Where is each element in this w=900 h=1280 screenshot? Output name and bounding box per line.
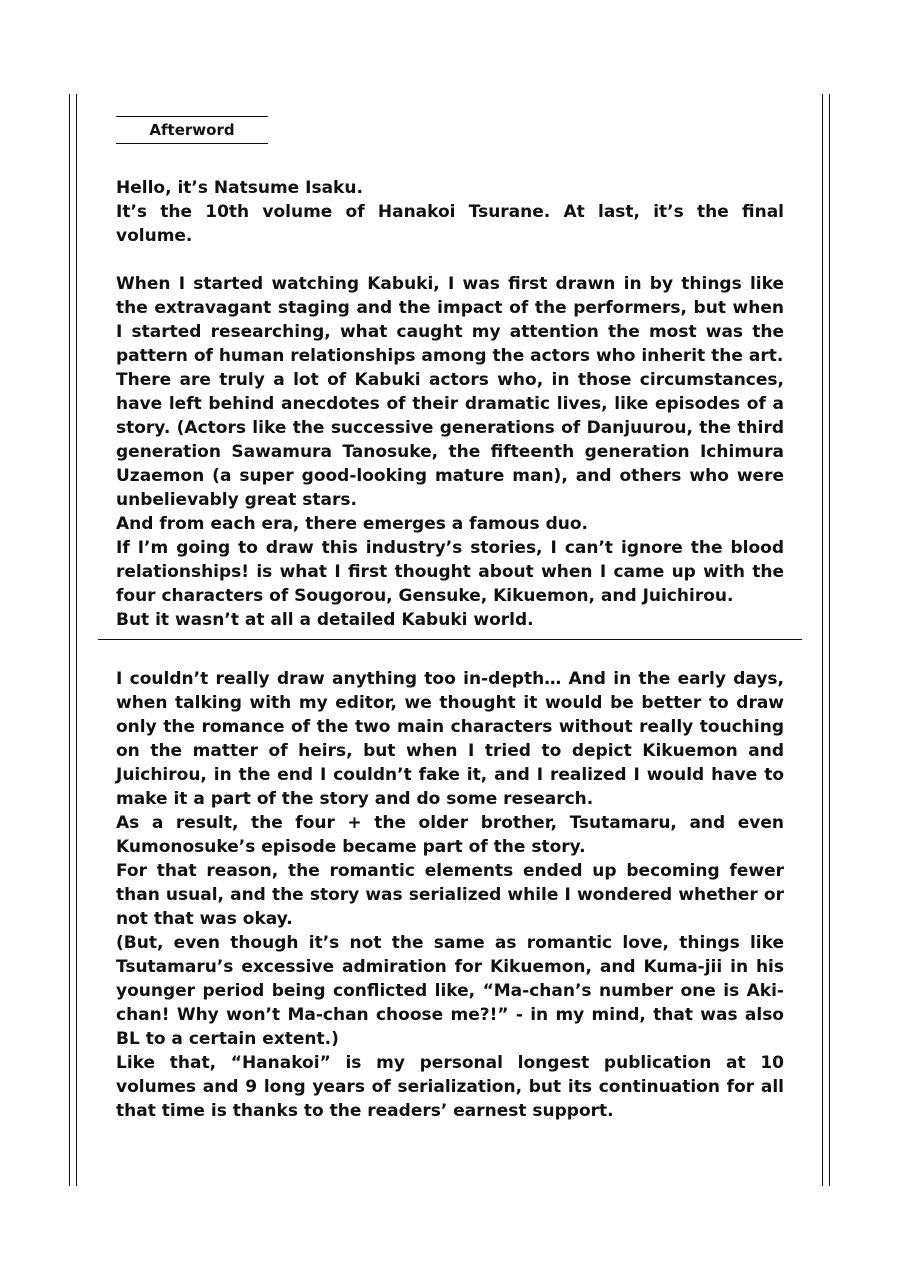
paragraph: If I’m going to draw this industry’s stories, I can’t ignore the blood relationships! is what I first thought about when I came up with the four characters of Sougorou, Gensuke, Kikuemon, and Juichirou. bbox=[116, 538, 784, 606]
section-divider bbox=[98, 639, 802, 640]
paragraph: I couldn’t really draw anything too in-depth… And in the early days, when talking with my editor, we thought it would be better to draw only the romance of the two main characters without really touching on the matter of heirs, but when I tried to depict Kikuemon and Juichirou, in the end I couldn’t fake it, and I realized I would have to make it a part of the story and do some research. bbox=[116, 669, 784, 809]
paragraph: There are truly a lot of Kabuki actors who, in those circumstances, have left behind anecdotes of their dramatic lives, like episodes of a story. (Actors like the successive generations of Danjuurou, the third generation Sawamura Tanosuke, the fifteenth generation Ichimura Uzaemon (a super good-looking mature man), and others who were unbelievably great stars. bbox=[116, 370, 784, 510]
paragraph: It’s the 10th volume of Hanakoi Tsurane. At last, it’s the final volume. bbox=[116, 202, 784, 246]
paragraph: And from each era, there emerges a famous duo. bbox=[116, 514, 588, 534]
paragraph: As a result, the four + the older brother, Tsutamaru, and even Kumonosuke’s episode became part of the story. bbox=[116, 813, 784, 857]
left-border-outer bbox=[69, 94, 70, 1186]
paragraph: But it wasn’t at all a detailed Kabuki world. bbox=[116, 610, 534, 630]
right-border-outer bbox=[829, 94, 830, 1186]
right-border-inner bbox=[822, 94, 823, 1186]
paragraph: (But, even though it’s not the same as romantic love, things like Tsutamaru’s excessive admiration for Kikuemon, and Kuma-jii in his younger period being conflicted like, “Ma-chan’s number one is Aki-chan! Why won’t Ma-chan choose me?!” - in my mind, that was also BL to a certain extent.) bbox=[116, 933, 784, 1049]
afterword-part-1 bbox=[116, 176, 784, 632]
afterword-part-2 bbox=[116, 667, 784, 1123]
paragraph: When I started watching Kabuki, I was first drawn in by things like the extravagant staging and the impact of the performers, but when I started researching, what caught my attention the most was the pattern of human relationships among the actors who inherit the art. bbox=[116, 274, 784, 366]
paragraph: For that reason, the romantic elements ended up becoming fewer than usual, and the story was serialized while I wondered whether or not that was okay. bbox=[116, 861, 784, 929]
afterword-heading: Afterword bbox=[116, 116, 268, 144]
left-border-inner bbox=[76, 94, 77, 1186]
paragraph: Hello, it’s Natsume Isaku. bbox=[116, 178, 363, 198]
paragraph: Like that, “Hanakoi” is my personal longest publication at 10 volumes and 9 long years of serialization, but its continuation for all that time is thanks to the readers’ earnest support. bbox=[116, 1053, 784, 1121]
